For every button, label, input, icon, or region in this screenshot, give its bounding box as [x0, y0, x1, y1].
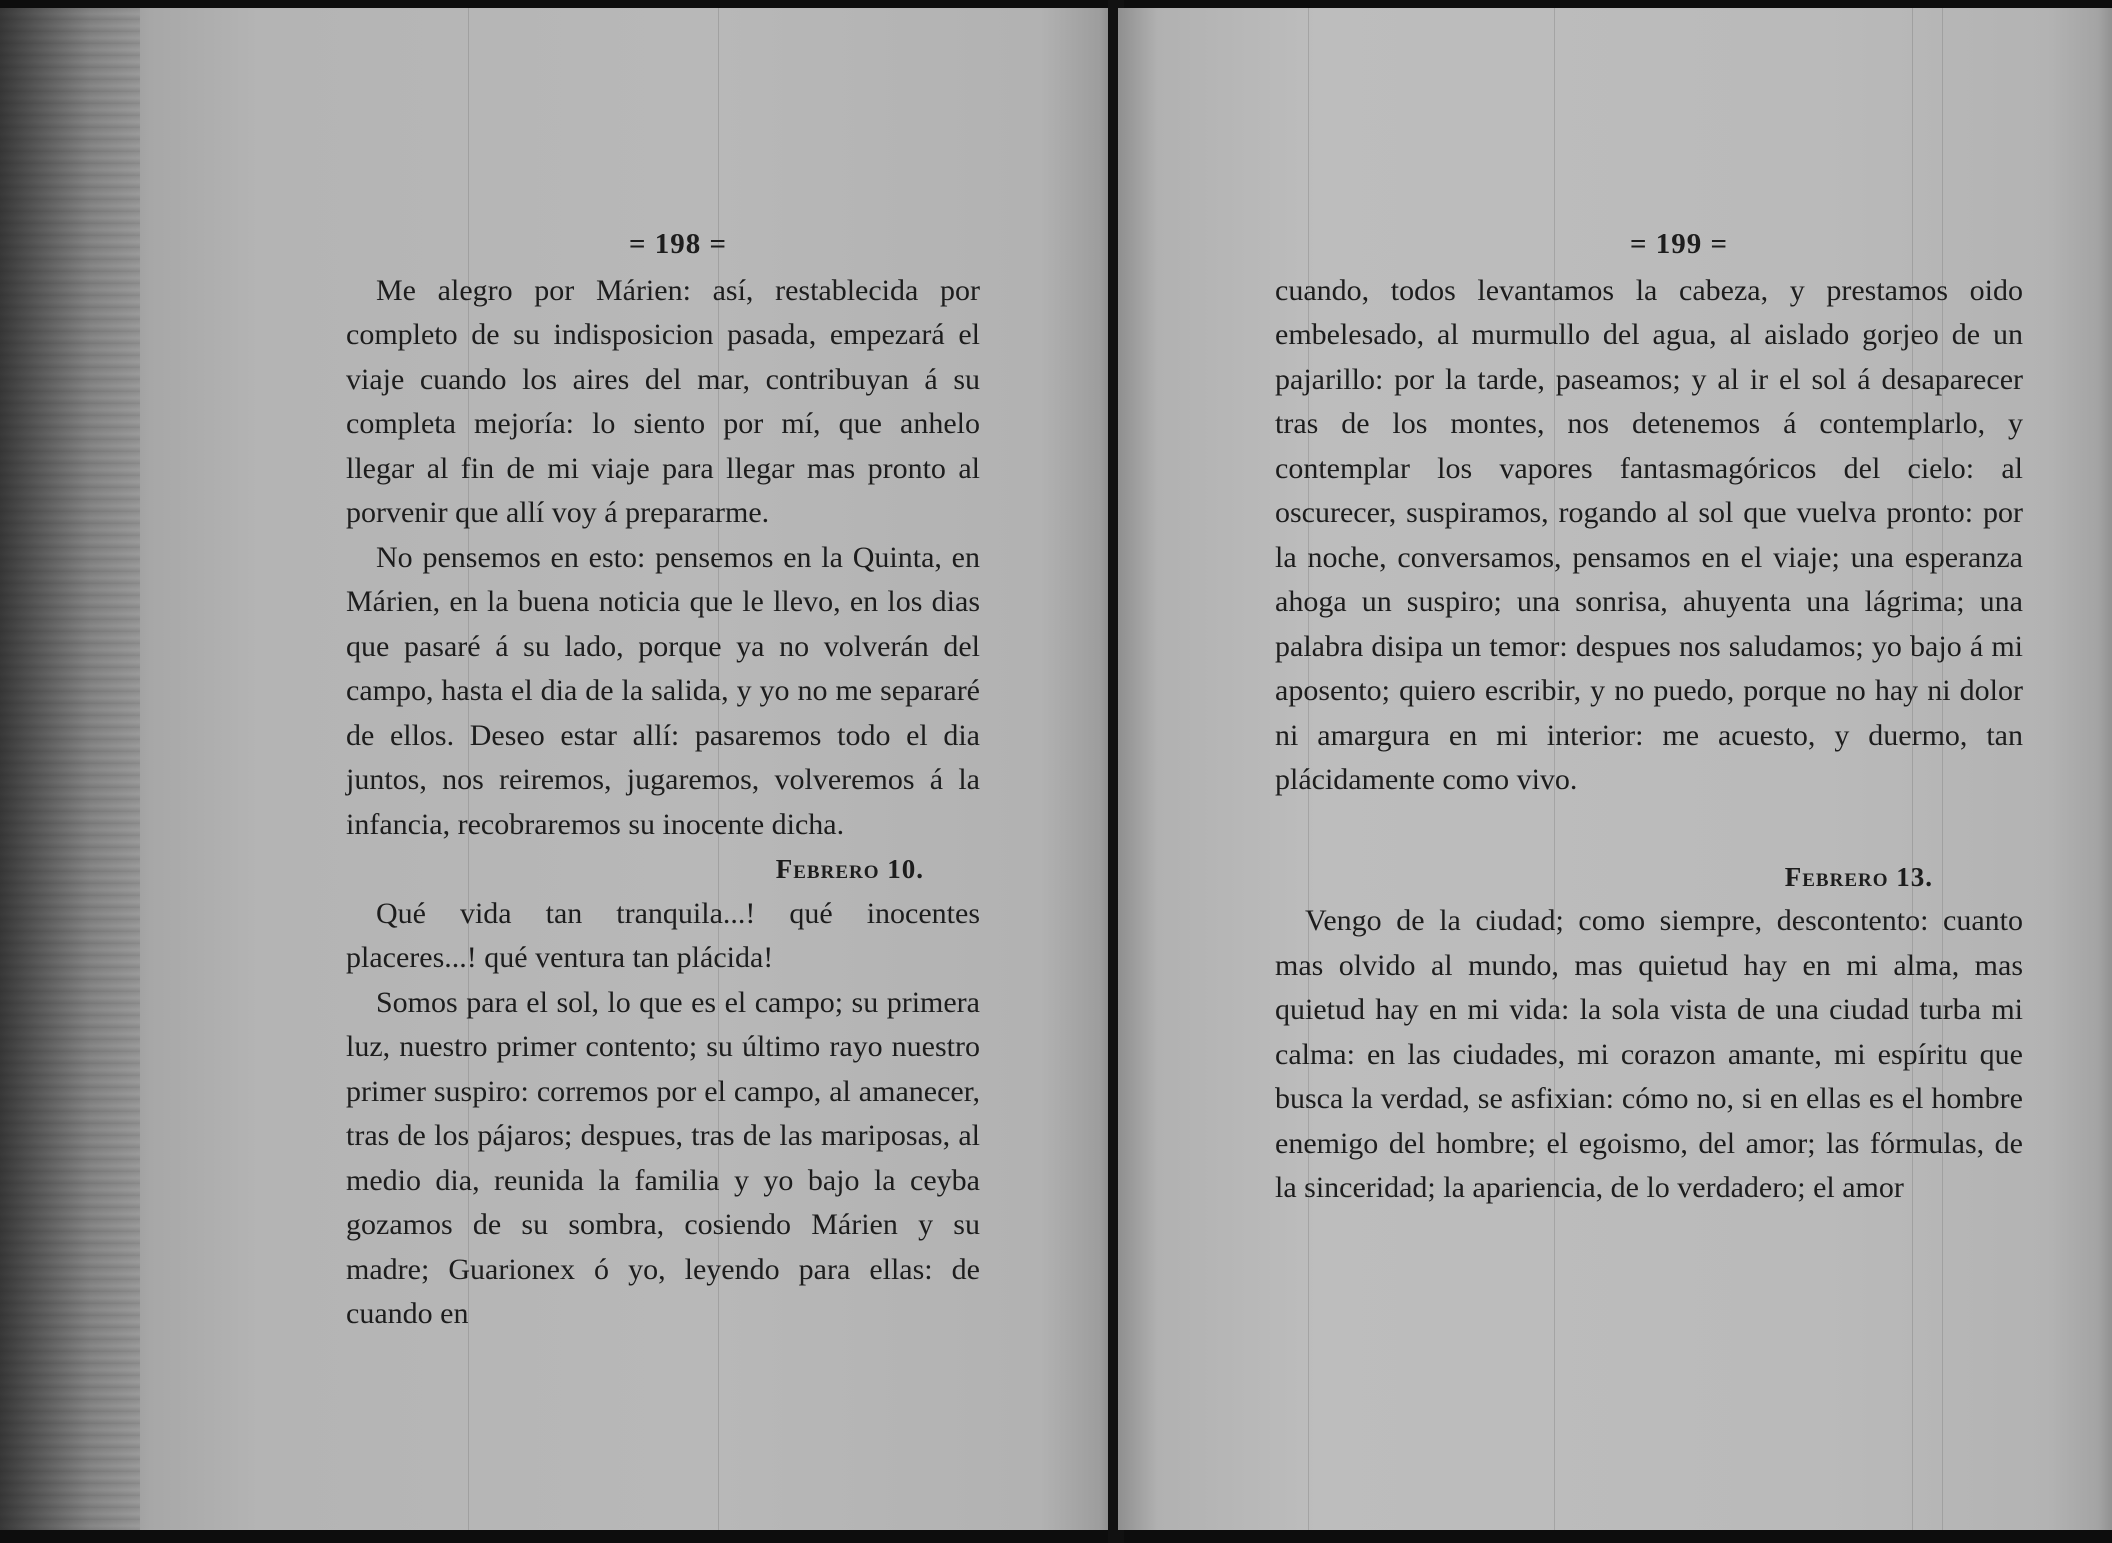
paragraph: Vengo de la ciudad; como siempre, descontento: cuanto mas olvido al mundo, mas quietud hay en mi alma, mas quietud hay en mi vida: la sola vista de una ciudad turba mi calma: en las ciudades, mi corazon amante, mi espíritu que busca la verdad, se asfixian: cómo no, si en ellas es el hombre enemigo del hombre; el egoismo, del amor; las fórmulas, de la sinceridad; la apariencia, de lo verdadero; el amor: [1275, 904, 2023, 1204]
paragraph: No pensemos en esto: pensemos en la Quinta, en Márien, en la buena noticia que le llevo, en los dias que pasaré á su lado, porque ya no volverán del campo, hasta el dia de la salida, y yo no me separaré de ellos. Deseo estar allí: pasaremos todo el dia juntos, nos reiremos, jugaremos, volveremos á la infancia, recobraremos su inocente dicha.: [346, 540, 980, 841]
date-heading: Febrero 10.: [775, 854, 924, 884]
page-number: = 199 =: [1629, 228, 1729, 260]
paragraph: Somos para el sol, lo que es el campo; su primera luz, nuestro primer contento; su último rayo nuestro primer suspiro: corremos por el campo, al amanecer, tras de los pájaros; despues, tras de las mariposas, al medio dia, reunida la familia y yo bajo la ceyba gozamos de su sombra, cosiendo Márien y su madre; Guarionex ó yo, leyendo para ellas: de cuando en: [346, 985, 980, 1330]
right-page: [1118, 8, 2112, 1530]
left-page: [0, 8, 1122, 1530]
paragraph: Me alegro por Márien: así, restablecida por completo de su indisposicion pasada, empezará el viaje cuando los aires del mar, contribuyan á su completa mejoría: lo siento por mí, que anhelo llegar al fin de mi viaje para llegar mas pronto al porvenir que allí voy á prepararme.: [346, 273, 980, 529]
date-heading: Febrero 13.: [1784, 861, 1933, 892]
left-page-text: [346, 222, 980, 1337]
paragraph: cuando, todos levantamos la cabeza, y prestamos oido embelesado, al murmullo del agua, al aislado gorjeo de un pajarillo: por la tarde, paseamos; y al ir el sol á desaparecer tras de los montes, nos detenemos á contemplarlo, y contemplar los vapores fantasmagóricos del cielo: al oscurecer, suspiramos, rogando al sol que vuelva pronto: por la noche, conversamos, pensamos en el viaje; una esperanza ahoga un suspiro; una sonrisa, ahuyenta una lágrima; una palabra disipa un temor: despues nos saludamos; yo bajo á mi aposento; quiero escribir, y no puedo, porque no hay ni dolor ni amargura en mi interior: me acuesto, y duermo, tan plácidamente como vivo.: [1275, 273, 2023, 796]
page-number: = 198 =: [628, 228, 728, 260]
paragraph: Qué vida tan tranquila...! qué inocentes placeres...! qué ventura tan plácida!: [346, 896, 980, 974]
page-edge-shadow: [0, 8, 140, 1530]
right-page-text: [1275, 222, 2023, 1211]
